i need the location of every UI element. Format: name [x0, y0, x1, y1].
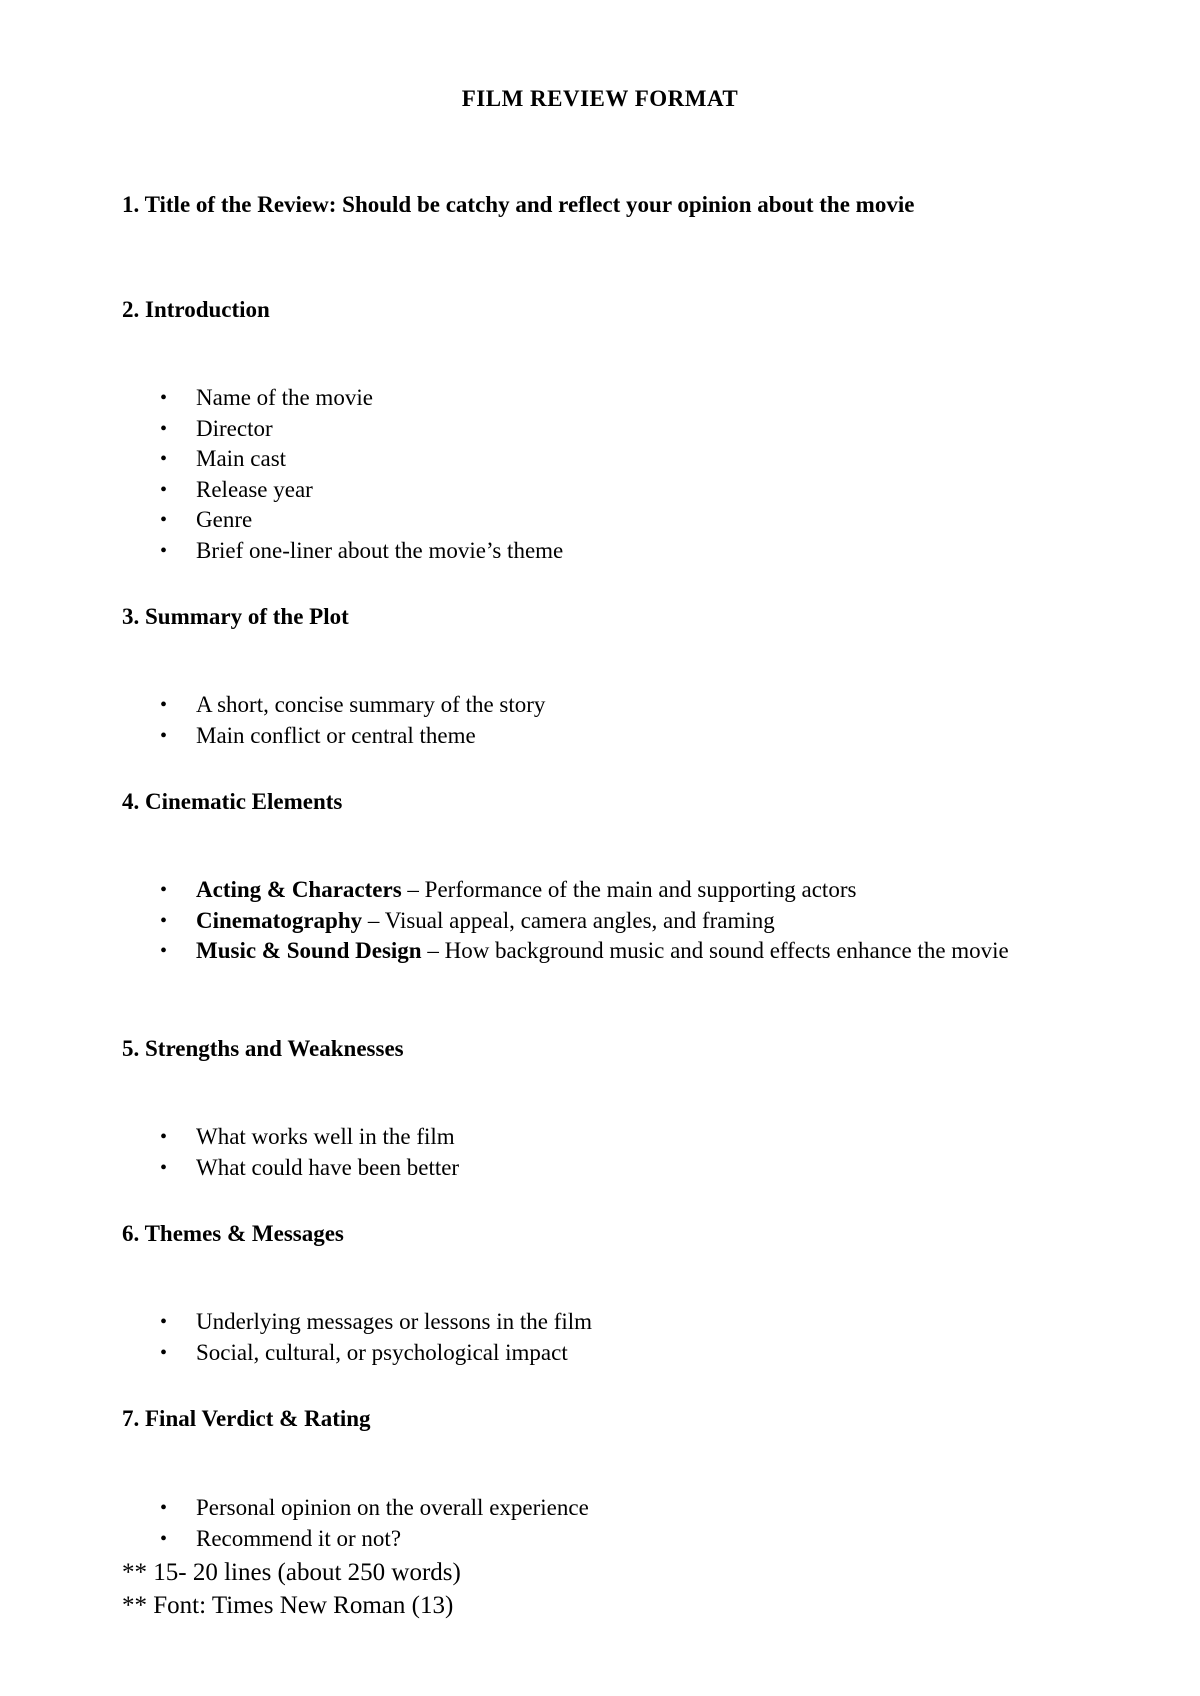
strengths-weaknesses-list	[0, 1122, 1076, 1183]
plot-summary-list	[0, 690, 1076, 751]
list-item	[0, 690, 1076, 721]
section-heading-final-verdict: 7. Final Verdict & Rating	[122, 1406, 371, 1431]
list-item-text: Director	[196, 415, 273, 441]
list-item-term: Cinematography	[196, 907, 363, 933]
final-verdict-list	[0, 1493, 1076, 1554]
bullet-icon: •	[160, 1311, 168, 1333]
bullet-icon: •	[160, 387, 168, 409]
list-item	[0, 414, 1076, 445]
introduction-list	[0, 383, 1076, 566]
list-item-text: Personal opinion on the overall experience	[196, 1495, 589, 1520]
bullet-icon: •	[160, 1156, 168, 1179]
list-item-text: Underlying messages or lessons in the film	[196, 1309, 593, 1334]
list-item-text: Recommend it or not?	[196, 1525, 402, 1551]
bullet-icon: •	[160, 417, 168, 440]
note-line-length: ** 15- 20 lines (about 250 words)	[122, 1559, 461, 1586]
section-heading-strengths-weaknesses: 5. Strengths and Weaknesses	[122, 1036, 404, 1061]
bullet-icon: •	[160, 909, 168, 932]
list-item-text: – Visual appeal, camera angles, and framing	[362, 907, 775, 933]
list-item	[0, 536, 1076, 567]
section-heading-themes-messages: 6. Themes & Messages	[122, 1221, 344, 1246]
list-item-text: Main cast	[196, 446, 287, 471]
list-item	[0, 475, 1076, 506]
list-item-text: Social, cultural, or psychological impact	[196, 1339, 568, 1365]
list-item-term: Acting & Characters	[196, 877, 402, 902]
list-item-text: What works well in the film	[196, 1124, 455, 1149]
themes-messages-list	[0, 1307, 1076, 1368]
list-item-text: Genre	[196, 507, 253, 532]
bullet-icon: •	[160, 1527, 168, 1550]
list-item	[0, 1307, 1076, 1338]
section-heading-title-of-review: 1. Title of the Review: Should be catchy and reflect your opinion about the movie	[122, 192, 915, 217]
bullet-icon: •	[160, 1497, 168, 1519]
bullet-icon: •	[160, 694, 168, 716]
list-item-text: Name of the movie	[196, 385, 373, 410]
bullet-icon: •	[160, 539, 168, 562]
list-item	[0, 936, 1076, 967]
list-item	[0, 383, 1076, 414]
bullet-icon: •	[160, 724, 168, 747]
document-title: FILM REVIEW FORMAT	[461, 86, 739, 111]
bullet-icon: •	[160, 940, 168, 962]
list-item-text: What could have been better	[196, 1154, 460, 1180]
section-heading-introduction: 2. Introduction	[122, 297, 270, 322]
list-item	[0, 1524, 1076, 1555]
bullet-icon: •	[160, 1341, 168, 1364]
list-item-text: Main conflict or central theme	[196, 722, 476, 748]
list-item-text: Brief one-liner about the movie’s theme	[196, 537, 564, 563]
list-item	[0, 1122, 1076, 1153]
list-item	[0, 875, 1076, 906]
list-item	[0, 1493, 1076, 1524]
section-heading-summary-of-plot: 3. Summary of the Plot	[122, 604, 349, 629]
list-item	[0, 1153, 1076, 1184]
list-item	[0, 1338, 1076, 1369]
bullet-icon: •	[160, 1126, 168, 1148]
list-item-term: Music & Sound Design	[196, 938, 422, 963]
bullet-icon: •	[160, 509, 168, 531]
list-item-text: – Performance of the main and supporting actors	[401, 877, 857, 902]
list-item-text: Release year	[196, 476, 313, 502]
list-item	[0, 505, 1076, 536]
bullet-icon: •	[160, 879, 168, 901]
list-item	[0, 444, 1076, 475]
section-heading-cinematic-elements: 4. Cinematic Elements	[122, 789, 343, 814]
bullet-icon: •	[160, 448, 168, 470]
list-item-text: – How background music and sound effects enhance the movie	[421, 938, 1009, 963]
note-font: ** Font: Times New Roman (13)	[122, 1592, 454, 1619]
cinematic-elements-list	[0, 875, 1076, 967]
bullet-icon: •	[160, 478, 168, 501]
list-item	[0, 906, 1076, 937]
list-item-text: A short, concise summary of the story	[196, 692, 546, 717]
list-item	[0, 721, 1076, 752]
